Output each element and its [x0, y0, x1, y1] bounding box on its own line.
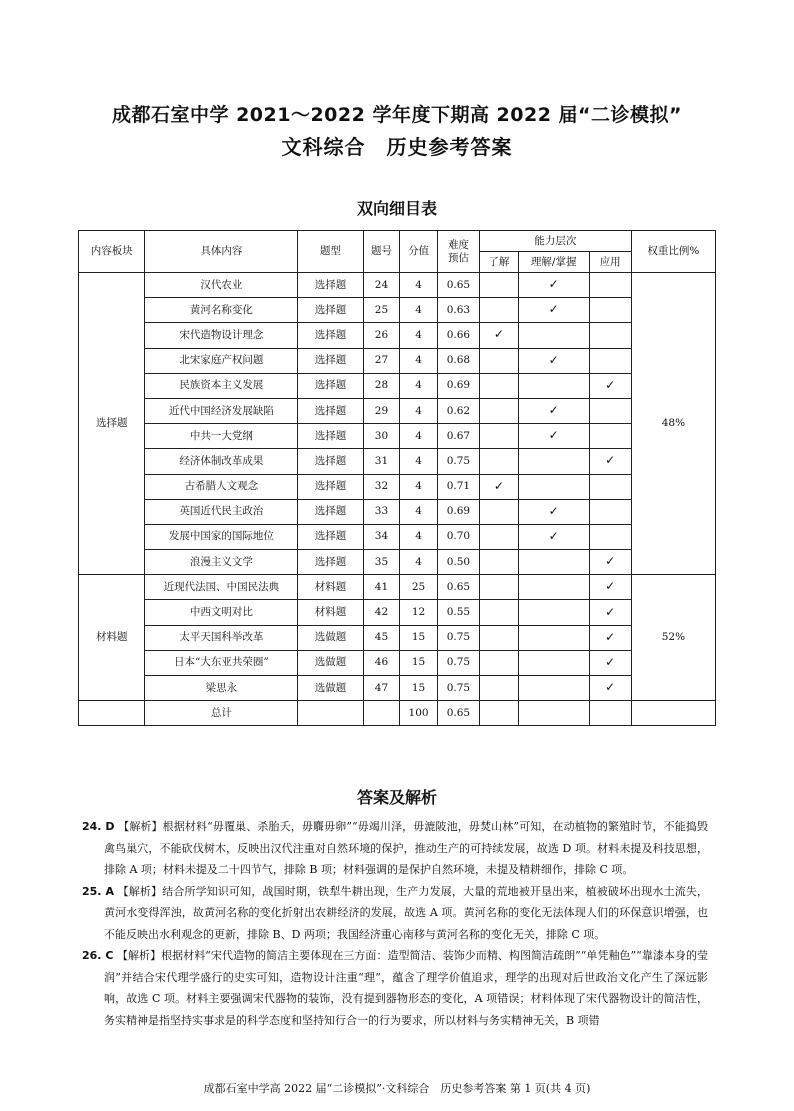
cell-understand	[479, 323, 518, 348]
cell-specific-content: 浪漫主义文学	[145, 550, 298, 575]
table-title: 双向细目表	[356, 199, 437, 218]
cell-difficulty: 0.55	[437, 600, 479, 625]
cell-empty	[631, 701, 715, 726]
cell-question-no: 35	[363, 550, 400, 575]
cell-total-difficulty: 0.65	[437, 701, 479, 726]
check-mark-icon: ✓	[605, 453, 616, 468]
cell-score: 15	[400, 676, 438, 701]
cell-understand	[479, 373, 518, 398]
cell-question-type: 选做题	[298, 625, 363, 650]
cell-understand	[479, 600, 518, 625]
check-mark-icon: ✓	[605, 604, 616, 619]
cell-score: 25	[400, 575, 438, 600]
cell-question-no: 30	[363, 424, 400, 449]
cell-question-no: 32	[363, 474, 400, 499]
cell-comprehend	[518, 650, 589, 675]
table-row	[79, 449, 716, 474]
cell-score: 4	[400, 323, 438, 348]
page-footer: 成都石室中学高 2022 届“二诊模拟”·文科综合 历史参考答案 第 1 页(共 4 页)	[203, 1082, 591, 1095]
cell-score: 4	[400, 499, 438, 524]
cell-empty	[518, 701, 589, 726]
cell-specific-content: 宋代造物设计理念	[145, 323, 298, 348]
header-ability-levels: 能力层次	[479, 231, 631, 252]
cell-understand	[479, 273, 518, 298]
check-mark-icon: ✓	[605, 680, 616, 695]
cell-score: 4	[400, 398, 438, 423]
cell-understand	[479, 298, 518, 323]
check-mark-icon: ✓	[605, 377, 616, 392]
table-row	[79, 550, 716, 575]
cell-apply	[589, 474, 631, 499]
table-row	[79, 575, 716, 600]
check-mark-icon: ✓	[493, 327, 504, 342]
cell-comprehend	[518, 625, 589, 650]
cell-total-label: 总计	[145, 701, 298, 726]
check-mark-icon: ✓	[548, 503, 559, 518]
cell-difficulty: 0.69	[437, 499, 479, 524]
page-title: 成都石室中学 2021～2022 学年度下期高 2022 届“二诊模拟”	[111, 104, 683, 126]
header-weight: 权重比例%	[631, 231, 715, 273]
cell-comprehend	[518, 373, 589, 398]
cell-specific-content: 汉代农业	[145, 273, 298, 298]
check-mark-icon: ✓	[548, 428, 559, 443]
specification-table	[78, 230, 716, 726]
header-comprehend: 理解/掌握	[518, 252, 589, 273]
answer-number: 24. D	[82, 820, 115, 833]
table-row	[79, 600, 716, 625]
cell-difficulty: 0.66	[437, 323, 479, 348]
cell-question-no: 25	[363, 298, 400, 323]
cell-question-no: 29	[363, 398, 400, 423]
cell-difficulty: 0.71	[437, 474, 479, 499]
answer-text: 【解析】结合所学知识可知，战国时期，铁犁牛耕出现，生产力发展，大量的荒地被开垦出来，植被破坏出现水土流失，黄河水变得浑浊，故黄河名称的变化折射出农耕经济的发展，故选 A 项。黄河名称的变化无法体现人们的环保意识增强，也不能反映出水利观念的更新，排除 B、D 两项；我国经济重心南移与黄河名称的变化无关，排除 C 项。	[104, 884, 708, 941]
cell-specific-content: 梁思永	[145, 676, 298, 701]
cell-score: 15	[400, 650, 438, 675]
cell-question-type: 选择题	[298, 449, 363, 474]
cell-question-type: 选做题	[298, 676, 363, 701]
cell-difficulty: 0.65	[437, 575, 479, 600]
cell-comprehend	[518, 273, 589, 298]
cell-question-no: 34	[363, 524, 400, 549]
cell-apply	[589, 600, 631, 625]
cell-apply	[589, 524, 631, 549]
table-row	[79, 676, 716, 701]
cell-apply	[589, 575, 631, 600]
table-row	[79, 398, 716, 423]
cell-question-no: 47	[363, 676, 400, 701]
cell-question-type: 选做题	[298, 650, 363, 675]
header-understand: 了解	[479, 252, 518, 273]
cell-question-type: 选择题	[298, 474, 363, 499]
table-row	[79, 298, 716, 323]
cell-content-block: 材料题	[79, 575, 145, 701]
cell-weight: 52%	[631, 575, 715, 701]
check-mark-icon: ✓	[548, 352, 559, 367]
cell-understand	[479, 474, 518, 499]
cell-score: 12	[400, 600, 438, 625]
check-mark-icon: ✓	[548, 277, 559, 292]
cell-difficulty: 0.50	[437, 550, 479, 575]
cell-specific-content: 经济体制改革成果	[145, 449, 298, 474]
table-total-row	[79, 701, 716, 726]
cell-understand	[479, 575, 518, 600]
check-mark-icon: ✓	[493, 478, 504, 493]
cell-specific-content: 中西文明对比	[145, 600, 298, 625]
cell-total-score: 100	[400, 701, 438, 726]
cell-specific-content: 古希腊人文观念	[145, 474, 298, 499]
cell-weight: 48%	[631, 273, 715, 575]
cell-comprehend	[518, 550, 589, 575]
cell-comprehend	[518, 323, 589, 348]
cell-understand	[479, 524, 518, 549]
cell-understand	[479, 449, 518, 474]
table-row	[79, 273, 716, 298]
cell-content-block: 选择题	[79, 273, 145, 575]
check-mark-icon: ✓	[548, 528, 559, 543]
cell-apply	[589, 449, 631, 474]
cell-specific-content: 发展中国家的国际地位	[145, 524, 298, 549]
cell-question-no: 27	[363, 348, 400, 373]
table-row	[79, 499, 716, 524]
cell-comprehend	[518, 524, 589, 549]
cell-difficulty: 0.68	[437, 348, 479, 373]
cell-comprehend	[518, 398, 589, 423]
cell-specific-content: 英国近代民主政治	[145, 499, 298, 524]
cell-difficulty: 0.63	[437, 298, 479, 323]
cell-question-no: 31	[363, 449, 400, 474]
cell-difficulty: 0.69	[437, 373, 479, 398]
answer-paragraph	[82, 945, 709, 1031]
check-mark-icon: ✓	[548, 403, 559, 418]
cell-question-no: 45	[363, 625, 400, 650]
cell-empty	[479, 701, 518, 726]
table-row	[79, 625, 716, 650]
table-row	[79, 373, 716, 398]
cell-difficulty: 0.75	[437, 625, 479, 650]
cell-score: 4	[400, 449, 438, 474]
header-specific-content: 具体内容	[145, 231, 298, 273]
cell-empty	[589, 701, 631, 726]
cell-comprehend	[518, 600, 589, 625]
answer-paragraph	[82, 816, 709, 881]
check-mark-icon: ✓	[605, 579, 616, 594]
cell-apply	[589, 499, 631, 524]
cell-comprehend	[518, 348, 589, 373]
page-subtitle: 文科综合 历史参考答案	[281, 135, 513, 159]
cell-comprehend	[518, 298, 589, 323]
cell-understand	[479, 676, 518, 701]
cell-score: 4	[400, 474, 438, 499]
header-difficulty-line2: 预估	[447, 251, 469, 264]
header-content-block: 内容板块	[79, 231, 145, 273]
cell-comprehend	[518, 449, 589, 474]
table-row	[79, 650, 716, 675]
cell-question-type: 选择题	[298, 550, 363, 575]
cell-question-type: 选择题	[298, 273, 363, 298]
cell-understand	[479, 550, 518, 575]
cell-apply	[589, 298, 631, 323]
cell-understand	[479, 650, 518, 675]
cell-understand	[479, 625, 518, 650]
header-apply: 应用	[589, 252, 631, 273]
cell-score: 15	[400, 625, 438, 650]
cell-difficulty: 0.75	[437, 449, 479, 474]
cell-comprehend	[518, 575, 589, 600]
cell-apply	[589, 424, 631, 449]
cell-comprehend	[518, 424, 589, 449]
cell-understand	[479, 424, 518, 449]
cell-comprehend	[518, 474, 589, 499]
cell-understand	[479, 499, 518, 524]
cell-question-no: 28	[363, 373, 400, 398]
cell-question-type: 材料题	[298, 600, 363, 625]
answer-text: 【解析】根据材料“毋覆巢、杀胎夭，毋麛毋卵”“毋竭川泽，毋漉陂池，毋焚山林”可知，在动植物的繁殖时节，不能捣毁禽鸟巢穴，不能砍伐树木，反映出汉代注重对自然环境的保护，推动生产的可持续发展，故选 D 项。材料未提及科技思想，排除 A 项；材料未提及二十四节气，排除 B 项；材料强调的是保护自然环境，未提及精耕细作，排除 C 项。	[104, 820, 709, 876]
cell-question-type: 选择题	[298, 398, 363, 423]
cell-question-no: 26	[363, 323, 400, 348]
cell-question-no: 33	[363, 499, 400, 524]
check-mark-icon: ✓	[548, 302, 559, 317]
cell-understand	[479, 398, 518, 423]
header-question-type: 题型	[298, 231, 363, 273]
cell-difficulty: 0.62	[437, 398, 479, 423]
cell-question-type: 选择题	[298, 348, 363, 373]
cell-difficulty: 0.75	[437, 650, 479, 675]
table-row	[79, 323, 716, 348]
cell-difficulty: 0.65	[437, 273, 479, 298]
cell-question-type: 选择题	[298, 373, 363, 398]
cell-question-type: 选择题	[298, 323, 363, 348]
table-row	[79, 424, 716, 449]
cell-question-type: 选择题	[298, 298, 363, 323]
header-difficulty	[437, 231, 479, 273]
cell-apply	[589, 373, 631, 398]
cell-apply	[589, 625, 631, 650]
cell-score: 4	[400, 550, 438, 575]
cell-question-type: 选择题	[298, 499, 363, 524]
cell-score: 4	[400, 348, 438, 373]
cell-apply	[589, 273, 631, 298]
cell-specific-content: 民族资本主义发展	[145, 373, 298, 398]
cell-question-no: 41	[363, 575, 400, 600]
cell-score: 4	[400, 524, 438, 549]
cell-question-no: 24	[363, 273, 400, 298]
cell-question-type: 选择题	[298, 524, 363, 549]
cell-apply	[589, 676, 631, 701]
cell-specific-content: 近现代法国、中国民法典	[145, 575, 298, 600]
table-body	[79, 273, 716, 726]
cell-question-no: 46	[363, 650, 400, 675]
cell-apply	[589, 398, 631, 423]
check-mark-icon: ✓	[605, 554, 616, 569]
cell-question-no: 42	[363, 600, 400, 625]
cell-score: 4	[400, 298, 438, 323]
check-mark-icon: ✓	[605, 629, 616, 644]
cell-apply	[589, 323, 631, 348]
cell-specific-content: 黄河名称变化	[145, 298, 298, 323]
cell-comprehend	[518, 499, 589, 524]
cell-difficulty: 0.67	[437, 424, 479, 449]
answer-number: 25. A	[82, 884, 114, 898]
table-row	[79, 348, 716, 373]
cell-specific-content: 中共一大党纲	[145, 424, 298, 449]
cell-difficulty: 0.70	[437, 524, 479, 549]
cell-score: 4	[400, 424, 438, 449]
cell-difficulty: 0.75	[437, 676, 479, 701]
answers-title: 答案及解析	[356, 788, 437, 807]
cell-question-type: 材料题	[298, 575, 363, 600]
cell-specific-content: 北宋家庭产权问题	[145, 348, 298, 373]
cell-understand	[479, 348, 518, 373]
header-score: 分值	[400, 231, 438, 273]
answer-paragraph	[82, 881, 708, 946]
answers-section	[82, 816, 709, 1031]
cell-empty	[363, 701, 400, 726]
cell-score: 4	[400, 373, 438, 398]
header-difficulty-line1: 难度	[447, 238, 469, 251]
cell-apply	[589, 650, 631, 675]
cell-score: 4	[400, 273, 438, 298]
header-question-no: 题号	[363, 231, 400, 273]
cell-comprehend	[518, 676, 589, 701]
cell-empty	[298, 701, 363, 726]
cell-specific-content: 近代中国经济发展缺陷	[145, 398, 298, 423]
check-mark-icon: ✓	[605, 654, 616, 669]
cell-apply	[589, 348, 631, 373]
cell-empty	[79, 701, 145, 726]
answer-number: 26. C	[82, 949, 114, 962]
table-row	[79, 524, 716, 549]
answer-text: 【解析】根据材料“宋代造物的简洁主要体现在三方面：造型简洁、装饰少而精、构图简洁疏朗”“单凭釉色”“靠漆本身的莹润”并结合宋代理学盛行的史实可知，造物设计注重“理”，蕴含了理学价值追求，理学的出现对后世政治文化产生了深远影响，故选 C 项。材料主要强调宋代器物的装饰，没有提到器物形态的变化，A 项错误；材料体现了宋代器物设计的简洁性，务实精神是指坚持实事求是的科学态度和坚持知行合一的行为要求，所以材料与务实精神无关，B 项错	[104, 949, 709, 1027]
cell-apply	[589, 550, 631, 575]
cell-specific-content: 日本“大东亚共荣圈”	[145, 650, 298, 675]
cell-question-type: 选择题	[298, 424, 363, 449]
table-row	[79, 474, 716, 499]
cell-specific-content: 太平天国科举改革	[145, 625, 298, 650]
